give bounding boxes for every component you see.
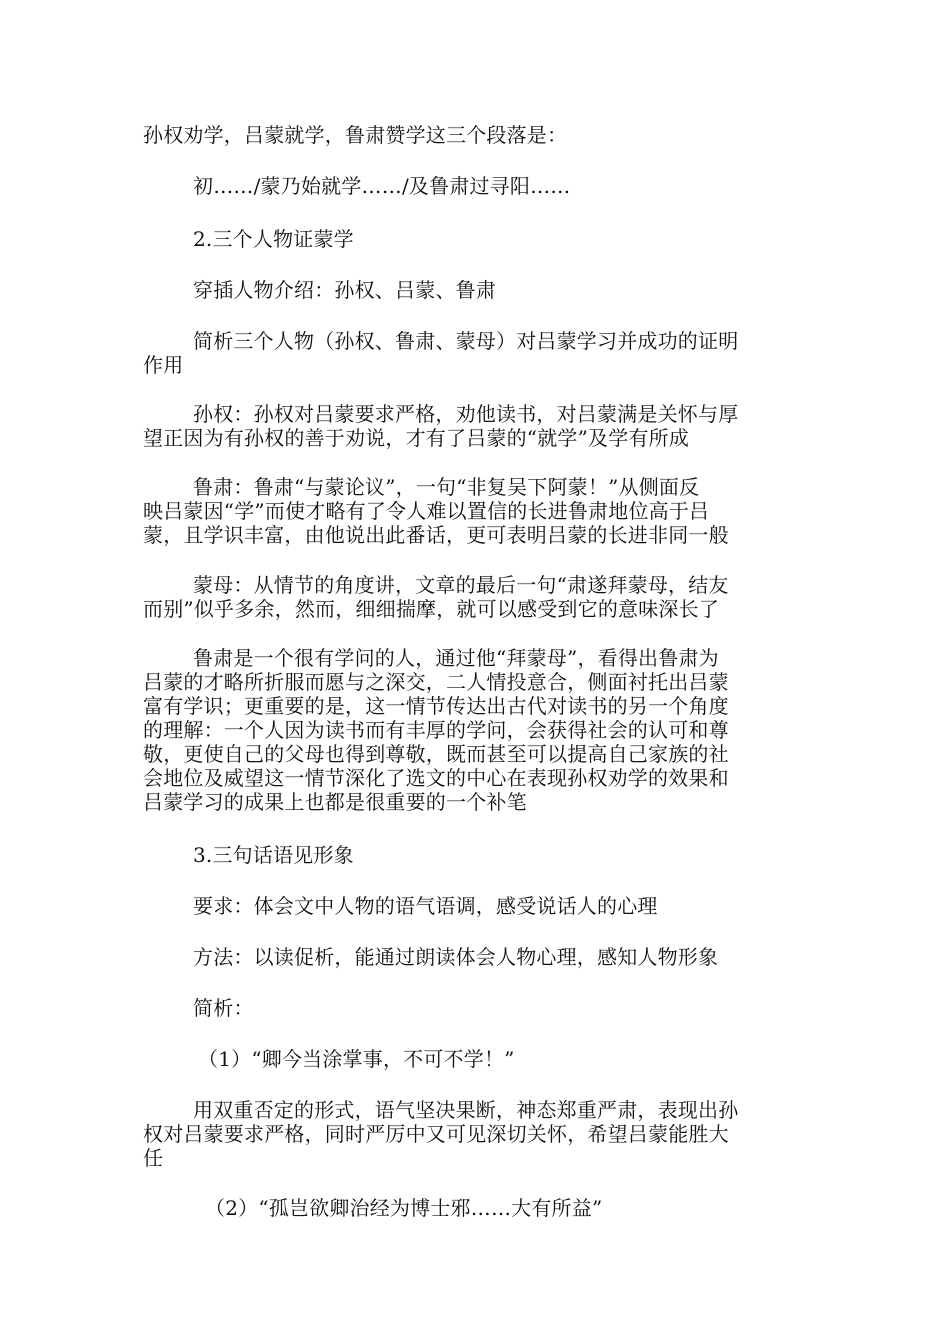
- quote-2: （2）“孤岂欲卿治经为博士邪……大有所益”: [205, 1196, 603, 1220]
- paragraph-quote1-analysis-line: 任: [143, 1146, 164, 1170]
- paragraph-characters: 穿插人物介绍：孙权、吕蒙、鲁肃: [193, 278, 496, 302]
- paragraph-bai-mengmu-line: 吕蒙学习的成果上也都是很重要的一个补笔: [143, 790, 527, 814]
- paragraph-segments: 初……/蒙乃始就学……/及鲁肃过寻阳……: [193, 174, 571, 198]
- paragraph-sunquan-line: 孙权：孙权对吕蒙要求严格，劝他读书，对吕蒙满是关怀与厚: [193, 402, 739, 426]
- paragraph-mengmu-line: 蒙母：从情节的角度讲，文章的最后一句“肃遂拜蒙母，结友: [193, 573, 729, 597]
- paragraph-quote1-analysis-line: 用双重否定的形式，语气坚决果断，神态郑重严肃，表现出孙: [193, 1098, 739, 1122]
- paragraph-requirement: 要求：体会文中人物的语气语调，感受说话人的心理: [193, 894, 658, 918]
- paragraph-bai-mengmu-line: 富有学识；更重要的是，这一情节传达出古代对读书的另一个角度: [143, 694, 729, 718]
- paragraph-bai-mengmu-line: 的理解：一个人因为读书而有丰厚的学问，会获得社会的认可和尊: [143, 718, 729, 742]
- quote-1: （1）“卿今当涂掌事，不可不学！”: [198, 1047, 515, 1071]
- paragraph-analysis-line: 作用: [143, 353, 184, 377]
- paragraph-lusu-line: 鲁肃：鲁肃“与蒙论议”，一句“非复吴下阿蒙！”从侧面反: [193, 475, 700, 499]
- paragraph-sunquan-line: 望正因为有孙权的善于劝说，才有了吕蒙的“就学”及学有所成: [143, 426, 690, 450]
- paragraph-bai-mengmu-line: 会地位及威望这一情节深化了选文的中心在表现孙权劝学的效果和: [143, 766, 729, 790]
- section-heading-2: 2.三个人物证蒙学: [193, 227, 354, 251]
- paragraph-quote1-analysis-line: 权对吕蒙要求严格，同时严厉中又可见深切关怀，希望吕蒙能胜大: [143, 1122, 729, 1146]
- paragraph-analysis-line: 简析三个人物（孙权、鲁肃、蒙母）对吕蒙学习并成功的证明: [193, 329, 739, 353]
- paragraph-brief-label: 简析：: [193, 996, 254, 1020]
- paragraph-bai-mengmu-line: 吕蒙的才略所折服而愿与之深交，二人情投意合，侧面衬托出吕蒙: [143, 670, 729, 694]
- paragraph-mengmu-line: 而别”似乎多余，然而，细细揣摩，就可以感受到它的意味深长了: [143, 597, 720, 621]
- paragraph-method: 方法：以读促析，能通过朗读体会人物心理，感知人物形象: [193, 945, 719, 969]
- paragraph-lusu-line: 映吕蒙因“学”而使才略有了令人难以置信的长进鲁肃地位高于吕: [143, 499, 710, 523]
- paragraph-lusu-line: 蒙，且学识丰富，由他说出此番话，更可表明吕蒙的长进非同一般: [143, 523, 729, 547]
- paragraph-intro: 孙权劝学，吕蒙就学，鲁肃赞学这三个段落是：: [143, 123, 568, 147]
- paragraph-bai-mengmu-line: 鲁肃是一个很有学问的人，通过他“拜蒙母”，看得出鲁肃为: [193, 646, 719, 670]
- section-heading-3: 3.三句话语见形象: [193, 843, 354, 867]
- paragraph-bai-mengmu-line: 敬，更使自己的父母也得到尊敬，既而甚至可以提高自己家族的社: [143, 742, 729, 766]
